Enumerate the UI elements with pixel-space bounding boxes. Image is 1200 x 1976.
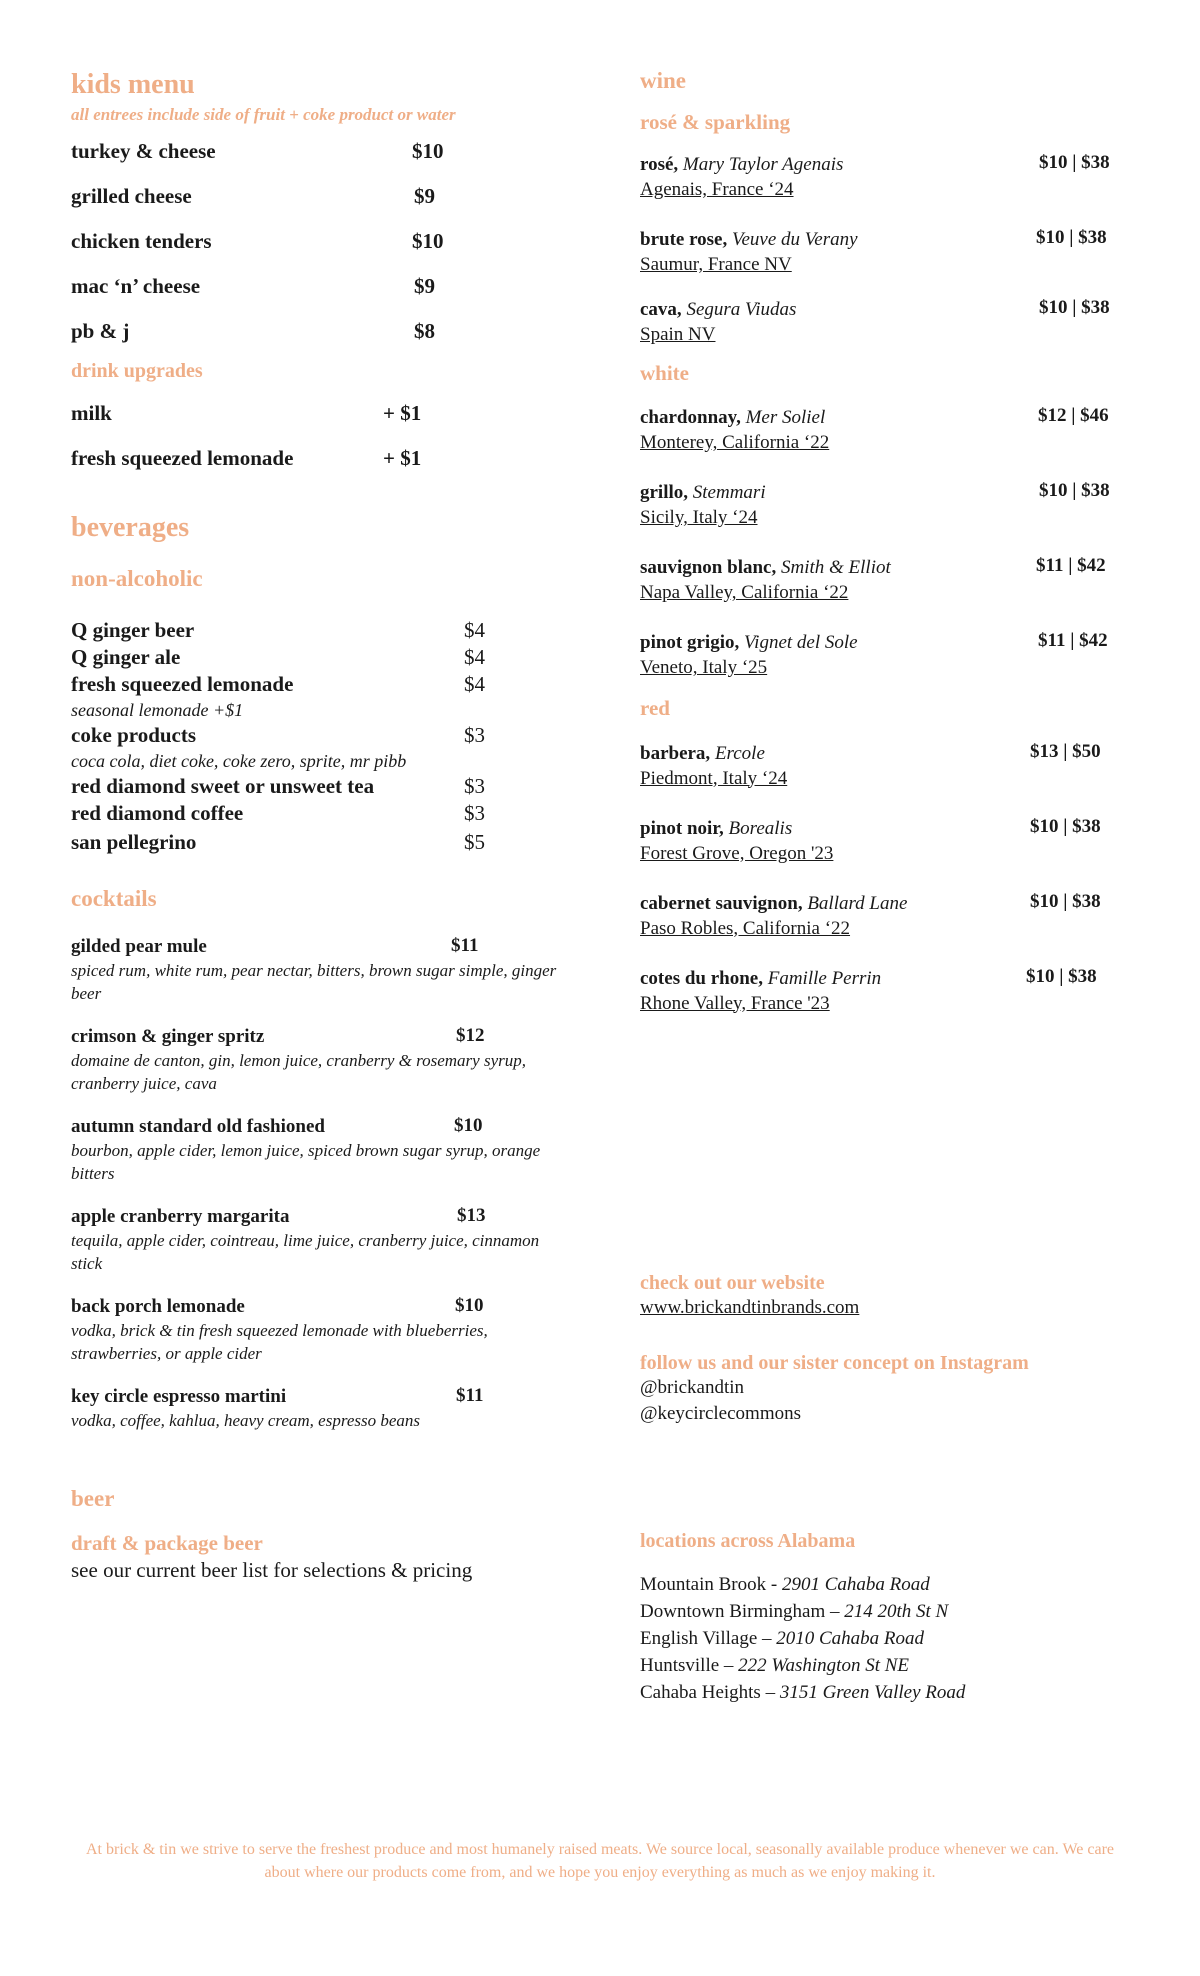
- wine-item: [640, 630, 1140, 705]
- cocktail-desc: spiced rum, white rum, pear nectar, bitters, brown sugar simple, ginger beer: [71, 961, 557, 1004]
- wine-origin: Sicily, Italy ‘24: [640, 507, 758, 529]
- kids-item: [71, 229, 571, 274]
- cocktail-item: [71, 1385, 571, 1432]
- beverage-item: [71, 671, 571, 698]
- wine-producer: Smith & Elliot: [780, 557, 891, 579]
- upgrade-item-price: + $1: [383, 445, 422, 470]
- wine-item: [640, 891, 1140, 966]
- location-item: [640, 1625, 1160, 1652]
- kids-item-price: $9: [414, 273, 435, 298]
- beer-note: see our current beer list for selections & pricing: [71, 1558, 473, 1583]
- cocktail-price: $10: [454, 1115, 483, 1137]
- location-item: [640, 1652, 1160, 1679]
- beverage-name: Q ginger beer: [71, 617, 195, 642]
- locations-title: locations across Alabama: [640, 1530, 856, 1552]
- cocktail-item: [71, 1025, 571, 1095]
- cocktail-desc: vodka, coffee, kahlua, heavy cream, espresso beans: [71, 1411, 421, 1431]
- location-name: Huntsville –: [640, 1655, 734, 1676]
- wine-origin: Monterey, California ‘22: [640, 432, 830, 454]
- wine-price: $11 | $42: [1036, 555, 1106, 577]
- wine-producer: Borealis: [728, 817, 793, 839]
- beverage-item: [71, 829, 571, 856]
- cocktail-price: $12: [456, 1025, 485, 1047]
- beverage-price: $5: [464, 829, 485, 854]
- beverage-price: $4: [464, 617, 485, 642]
- beverage-price: $3: [464, 722, 485, 747]
- wine-item: [640, 966, 1140, 1041]
- upgrade-item-price: + $1: [383, 400, 422, 425]
- wine-price: $11 | $42: [1038, 630, 1108, 652]
- beverage-item: [71, 773, 571, 800]
- location-name: Mountain Brook -: [640, 1574, 778, 1595]
- beverage-price: $3: [464, 773, 485, 798]
- kids-item: [71, 139, 571, 184]
- upgrade-item-name: milk: [71, 400, 112, 425]
- location-address: 3151 Green Valley Road: [779, 1682, 966, 1703]
- wine-section-title: rosé & sparkling: [640, 110, 791, 135]
- wine-origin: Paso Robles, California ‘22: [640, 917, 851, 939]
- wine-varietal: pinot noir,: [640, 817, 724, 839]
- wine-section-title: white: [640, 361, 689, 386]
- right-column: [640, 70, 1140, 1041]
- wine-item: [640, 152, 1140, 227]
- instagram-handle[interactable]: @keycirclecommons: [640, 1403, 801, 1424]
- instagram-section: [640, 1352, 1180, 1427]
- wine-origin: Agenais, France ‘24: [640, 179, 794, 201]
- beverage-name: Q ginger ale: [71, 644, 181, 669]
- kids-item-name: grilled cheese: [71, 183, 192, 208]
- wine-item: [640, 555, 1140, 630]
- cocktail-price: $13: [457, 1205, 486, 1227]
- cocktail-item: [71, 935, 571, 1005]
- wine-varietal: chardonnay,: [640, 407, 741, 429]
- kids-item-name: chicken tenders: [71, 228, 212, 253]
- drink-upgrades-title: drink upgrades: [71, 359, 203, 382]
- website-section: [640, 1272, 1160, 1321]
- location-name: Cahaba Heights –: [640, 1682, 776, 1703]
- beer-subtitle: draft & package beer: [71, 1531, 263, 1556]
- wine-varietal: pinot grigio,: [640, 632, 740, 654]
- cocktail-name: back porch lemonade: [71, 1296, 245, 1318]
- upgrade-item-name: fresh squeezed lemonade: [71, 445, 294, 470]
- location-address: 222 Washington St NE: [738, 1655, 910, 1676]
- non-alcoholic-title: non-alcoholic: [71, 565, 203, 591]
- wine-varietal: rosé,: [640, 154, 679, 176]
- locations-section: [640, 1530, 1160, 1706]
- beverage-item: [71, 800, 571, 827]
- wine-origin: Spain NV: [640, 324, 716, 346]
- kids-item-name: mac ‘n’ cheese: [71, 273, 201, 298]
- location-item: [640, 1679, 1160, 1706]
- wine-producer: Ballard Lane: [807, 892, 908, 914]
- cocktail-name: autumn standard old fashioned: [71, 1116, 325, 1138]
- wine-price: $12 | $46: [1038, 405, 1109, 427]
- wine-title: wine: [640, 68, 686, 93]
- cocktail-name: apple cranberry margarita: [71, 1206, 290, 1228]
- beverage-item: [71, 617, 571, 644]
- location-name: Downtown Birmingham –: [640, 1601, 840, 1622]
- beverage-price: $4: [464, 671, 485, 696]
- kids-item-price: $10: [412, 138, 444, 163]
- cocktail-price: $10: [455, 1295, 484, 1317]
- wine-producer: Vignet del Sole: [743, 632, 858, 654]
- wine-varietal: sauvignon blanc,: [640, 557, 777, 579]
- wine-producer: Famille Perrin: [767, 967, 882, 989]
- wine-producer: Mary Taylor Agenais: [682, 154, 844, 176]
- kids-menu-title: kids menu: [71, 69, 195, 100]
- location-item: [640, 1598, 1160, 1625]
- wine-varietal: cabernet sauvignon,: [640, 892, 803, 914]
- instagram-handle[interactable]: @brickandtin: [640, 1377, 745, 1398]
- kids-item: [71, 184, 571, 229]
- kids-item-name: turkey & cheese: [71, 138, 216, 163]
- beverage-name: fresh squeezed lemonade: [71, 671, 294, 696]
- beverage-name: red diamond sweet or unsweet tea: [71, 773, 375, 798]
- wine-item: [640, 816, 1140, 891]
- cocktail-item: [71, 1115, 571, 1185]
- instagram-title: follow us and our sister concept on Instagram: [640, 1352, 1029, 1374]
- cocktails-section: [71, 886, 571, 1432]
- cocktail-item: [71, 1295, 571, 1365]
- location-item: [640, 1571, 1160, 1598]
- beverage-price: $3: [464, 800, 485, 825]
- wine-varietal: barbera,: [640, 742, 711, 764]
- wine-producer: Mer Soliel: [745, 407, 826, 429]
- wine-varietal: brute rose,: [640, 229, 728, 251]
- beverage-name: red diamond coffee: [71, 800, 244, 825]
- left-column: [71, 70, 571, 1584]
- wine-item: [640, 405, 1140, 480]
- kids-item: [71, 319, 571, 364]
- cocktail-item: [71, 1205, 571, 1275]
- wine-section-white: [640, 362, 1140, 705]
- beverage-price: $4: [464, 644, 485, 669]
- kids-item-price: $9: [414, 183, 435, 208]
- beverages-section: [71, 513, 571, 856]
- beverage-name: san pellegrino: [71, 829, 197, 854]
- wine-producer: Stemmari: [692, 482, 766, 504]
- wine-producer: Ercole: [714, 742, 765, 764]
- upgrade-item: [71, 401, 571, 446]
- website-link[interactable]: www.brickandtinbrands.com: [640, 1297, 860, 1318]
- location-address: 214 20th St N: [844, 1601, 949, 1622]
- cocktail-name: crimson & ginger spritz: [71, 1026, 265, 1048]
- wine-origin: Forest Grove, Oregon '23: [640, 842, 834, 864]
- wine-producer: Segura Viudas: [686, 299, 797, 321]
- kids-item-price: $10: [412, 228, 444, 253]
- wine-varietal: grillo,: [640, 482, 689, 504]
- beverage-name: coke products: [71, 722, 197, 747]
- wine-origin: Saumur, France NV: [640, 254, 792, 276]
- cocktail-desc: domaine de canton, gin, lemon juice, cranberry & rosemary syrup, cranberry juice, cava: [71, 1051, 526, 1094]
- wine-origin: Piedmont, Italy ‘24: [640, 767, 788, 789]
- wine-item: [640, 741, 1140, 816]
- cocktail-desc: tequila, apple cider, cointreau, lime juice, cranberry juice, cinnamon stick: [71, 1231, 540, 1274]
- kids-item: [71, 274, 571, 319]
- wine-price: $10 | $38: [1026, 965, 1097, 987]
- wine-item: [640, 480, 1140, 555]
- kids-menu-note: all entrees include side of fruit + coke product or water: [71, 104, 456, 124]
- cocktail-name: gilded pear mule: [71, 936, 207, 958]
- wine-producer: Veuve du Verany: [732, 229, 858, 251]
- beverage-item: [71, 644, 571, 671]
- wine-price: $10 | $38: [1039, 480, 1110, 502]
- kids-menu-section: [71, 70, 571, 491]
- location-name: English Village –: [640, 1628, 772, 1649]
- wine-origin: Napa Valley, California ‘22: [640, 582, 849, 604]
- beverages-title: beverages: [71, 511, 190, 543]
- wine-section-rose: [640, 111, 1140, 372]
- footer-statement: At brick & tin we strive to serve the freshest produce and most humanely raised meats. We source local, seasonally available produce whenever we can. We care about where our products come from, and we hope you enjoy everything as much as we enjoy making it.: [85, 1841, 1114, 1881]
- wine-section-title: red: [640, 696, 670, 721]
- beverage-item: [71, 722, 571, 749]
- cocktail-name: key circle espresso martini: [71, 1386, 287, 1408]
- cocktails-title: cocktails: [71, 885, 157, 911]
- wine-price: $10 | $38: [1039, 297, 1110, 319]
- cocktail-desc: vodka, brick & tin fresh squeezed lemonade with blueberries, strawberries, or apple cider: [71, 1321, 488, 1364]
- website-title: check out our website: [640, 1272, 825, 1294]
- beer-title: beer: [71, 1486, 115, 1512]
- wine-item: [640, 297, 1140, 372]
- wine-section-red: [640, 697, 1140, 1040]
- beverage-note: coca cola, diet coke, coke zero, sprite, mr pibb: [71, 750, 407, 771]
- wine-origin: Rhone Valley, France '23: [640, 992, 830, 1014]
- beverage-note: seasonal lemonade +$1: [71, 699, 244, 720]
- wine-price: $10 | $38: [1039, 152, 1110, 174]
- location-address: 2010 Cahaba Road: [776, 1628, 925, 1649]
- wine-item: [640, 227, 1140, 297]
- beer-section: [71, 1486, 571, 1584]
- cocktail-desc: bourbon, apple cider, lemon juice, spiced brown sugar syrup, orange bitters: [71, 1141, 541, 1184]
- wine-origin: Veneto, Italy ‘25: [640, 657, 768, 679]
- wine-price: $10 | $38: [1030, 815, 1101, 837]
- upgrade-item: [71, 446, 571, 491]
- wine-price: $10 | $38: [1036, 227, 1107, 249]
- cocktail-price: $11: [456, 1385, 484, 1407]
- wine-price: $13 | $50: [1030, 740, 1101, 762]
- wine-varietal: cava,: [640, 299, 682, 321]
- wine-price: $10 | $38: [1030, 890, 1101, 912]
- kids-item-price: $8: [414, 318, 435, 343]
- cocktail-price: $11: [451, 935, 479, 957]
- location-address: 2901 Cahaba Road: [781, 1574, 930, 1595]
- kids-item-name: pb & j: [71, 318, 130, 343]
- wine-varietal: cotes du rhone,: [640, 967, 763, 989]
